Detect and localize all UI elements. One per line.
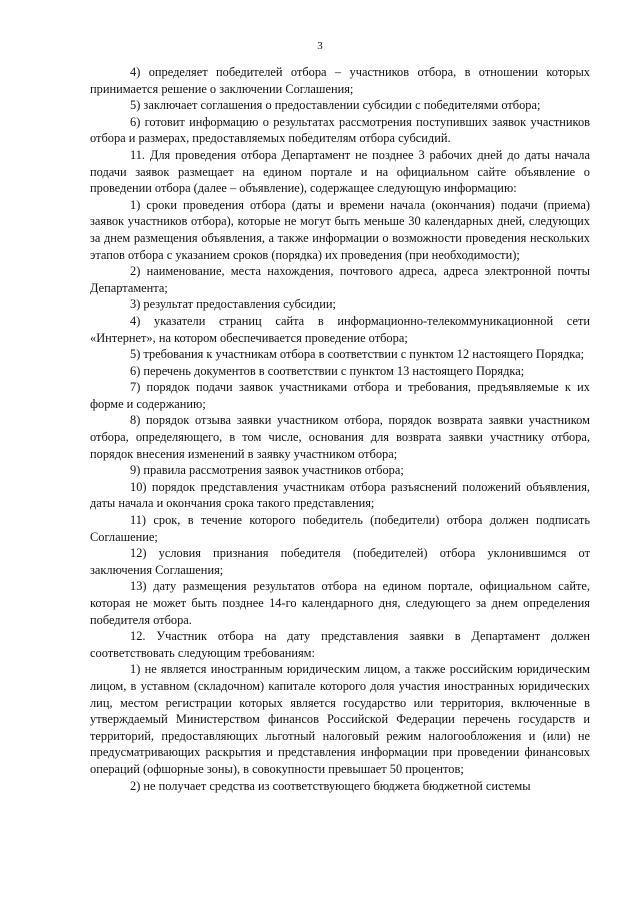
paragraph: 4) определяет победителей отбора – участников отбора, в отношении которых принимается решение о заключении Соглашения;: [90, 65, 590, 96]
paragraph: 1) сроки проведения отбора (даты и времени начала (окончания) подачи (приема) заявок участников отбора), которые не могут быть меньше 30 календарных дней, следующих за днем размещения объявления, а также информации о возможности проведения нескольких этапов отбора с указанием сроков (порядка) их проведения (при необходимости);: [90, 197, 590, 262]
paragraph: 6) перечень документов в соответствии с пунктом 13 настоящего Порядка;: [130, 363, 525, 378]
paragraph: 5) заключает соглашения о предоставлении субсидии с победителями отбора;: [130, 98, 541, 113]
paragraph: 4) указатели страниц сайта в информационно-телекоммуникационной сети «Интернет», на котором обеспечивается проведение отбора;: [90, 313, 590, 345]
paragraph: 5) требования к участникам отбора в соответствии с пунктом 12 настоящего Порядка;: [130, 347, 585, 362]
paragraph: 12) условия признания победителя (победителей) отбора уклонившимся от заключения Соглашения;: [90, 546, 590, 577]
paragraph: 9) правила рассмотрения заявок участников отбора;: [130, 463, 404, 478]
paragraph: 12. Участник отбора на дату представления заявки в Департамент должен соответствовать следующим требованиям:: [90, 629, 590, 660]
paragraph: 3) результат предоставления субсидии;: [130, 297, 336, 312]
paragraph: 13) дату размещения результатов отбора на едином портале, официальном сайте, которая не может быть позднее 14-го календарного дня, следующего за днем определения победителя отбора.: [90, 579, 590, 627]
paragraph: 2) наименование, места нахождения, почтового адреса, адреса электронной почты Департамента;: [90, 264, 590, 295]
paragraph: 2) не получает средства из соответствующего бюджета бюджетной системы: [130, 778, 531, 793]
paragraph: 11) срок, в течение которого победитель (победители) отбора должен подписать Соглашение;: [90, 513, 590, 544]
paragraph: 1) не является иностранным юридическим лицом, а также российским юридическим лицом, в уставном (складочном) капитале которого доля участия иностранных юридических лиц, местом регистрации которых является государство или территория, включенные в утверждаемый Министерством финансов Российской Федерации перечень государств и территорий, предоставляющих льготный налоговый режим налогообложения и (или) не предусматривающих раскрытия и представления информации при проведении финансовых операций (офшорные зоны), в совокупности превышает 50 процентов;: [90, 662, 590, 776]
paragraph: 8) порядок отзыва заявки участником отбора, порядок возврата заявки участником отбора, определяющего, в том числе, основания для возврата заявки участнику отбора, порядок внесения изменений в заявку участником отбора;: [90, 413, 590, 461]
paragraph: 11. Для проведения отбора Департамент не позднее 3 рабочих дней до даты начала подачи заявок размещает на едином портале и на официальном сайте объявление о проведении отбора (далее – объявление), содержащее следующую информацию:: [90, 147, 590, 196]
page-number: 3: [317, 40, 323, 52]
paragraph: 6) готовит информацию о результатах рассмотрения поступивших заявок участников отбора и размерах, предоставляемых победителям отбора субсидий.: [90, 114, 590, 146]
paragraph: 10) порядок представления участникам отбора разъяснений положений объявления, даты начала и окончания срока такого представления;: [90, 479, 590, 511]
document-body: [90, 64, 590, 794]
paragraph: 7) порядок подачи заявок участниками отбора и требования, предъявляемые к их форме и содержанию;: [90, 380, 590, 411]
